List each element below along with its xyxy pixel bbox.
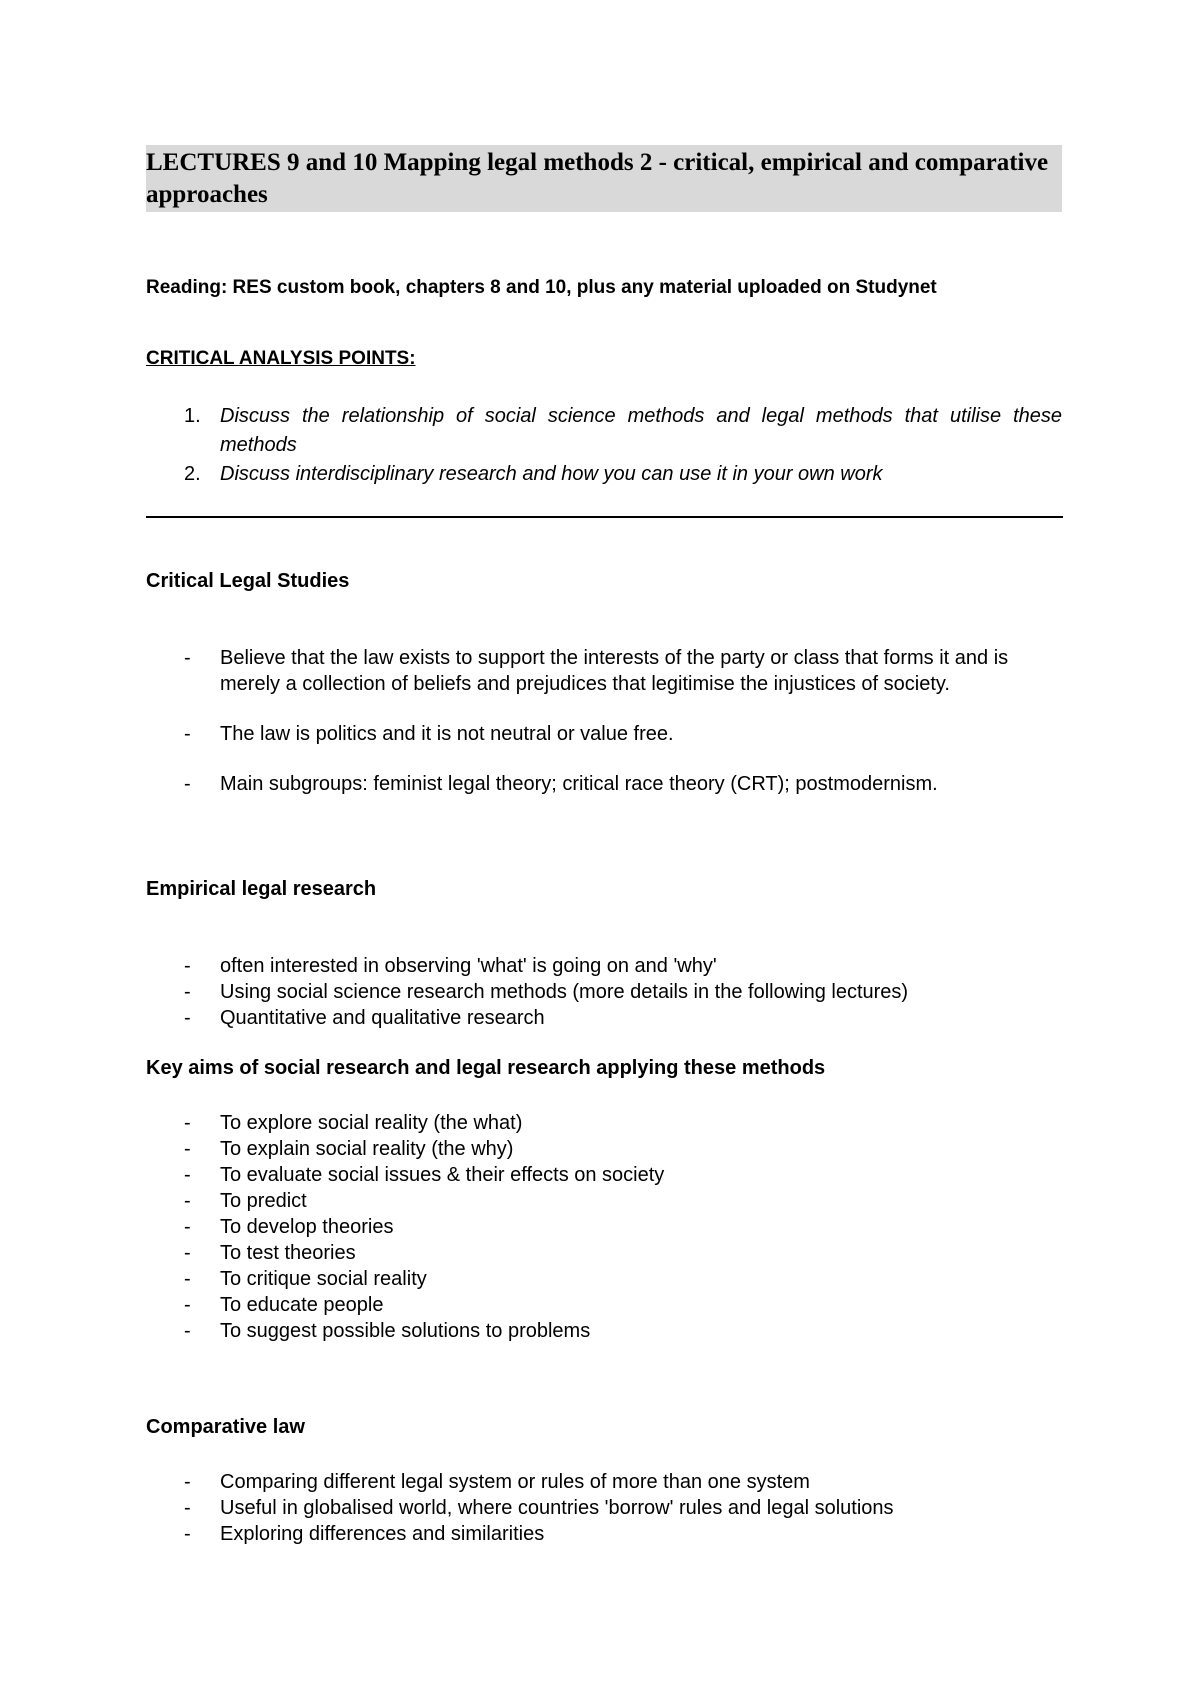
list-item (146, 1495, 1062, 1521)
point-text: Discuss interdisciplinary research and how you can use it in your own work (220, 463, 883, 485)
list-item (146, 771, 1062, 797)
list-item (146, 1136, 1062, 1162)
list-item-text: To explain social reality (the why) (220, 1138, 514, 1160)
list-item (146, 1110, 1062, 1136)
dash-bullet: - (184, 1112, 191, 1134)
dash-bullet: - (184, 1294, 191, 1316)
list-item-text: often interested in observing 'what' is going on and 'why' (220, 955, 717, 977)
dash-bullet: - (184, 1216, 191, 1238)
dash-bullet: - (184, 1007, 191, 1029)
list-item-text: To critique social reality (220, 1268, 427, 1290)
dash-bullet: - (184, 1471, 191, 1493)
list-item-text: Main subgroups: feminist legal theory; critical race theory (CRT); postmodernism. (220, 773, 938, 795)
dash-bullet: - (184, 723, 191, 745)
list-item (146, 1292, 1062, 1318)
dash-bullet: - (184, 1268, 191, 1290)
list-item-text: Using social science research methods (more details in the following lectures) (220, 981, 909, 1003)
list-item (146, 1214, 1062, 1240)
list-item (146, 645, 1062, 697)
dash-bullet: - (184, 773, 191, 795)
dash-bullet: - (184, 981, 191, 1003)
list-item-text: Exploring differences and similarities (220, 1523, 545, 1545)
list-item-text: To suggest possible solutions to problems (220, 1320, 591, 1342)
critical-analysis-heading: CRITICAL ANALYSIS POINTS: (146, 348, 416, 369)
empirical-legal-research-heading: Empirical legal research (146, 878, 377, 900)
point-number: 2. (184, 463, 201, 485)
list-item-text: To explore social reality (the what) (220, 1112, 523, 1134)
empirical-legal-research-list (146, 953, 1062, 1031)
list-item-text: To educate people (220, 1294, 384, 1316)
dash-bullet: - (184, 1497, 191, 1519)
list-item (146, 1469, 1062, 1495)
key-aims-heading: Key aims of social research and legal research applying these methods (146, 1057, 826, 1079)
critical-legal-studies-list (146, 645, 1062, 821)
dash-bullet: - (184, 647, 191, 669)
list-item-text: Comparing different legal system or rules of more than one system (220, 1471, 810, 1493)
list-item (146, 953, 1062, 979)
list-item (146, 979, 1062, 1005)
list-item-text: Quantitative and qualitative research (220, 1007, 545, 1029)
list-item (146, 460, 1062, 489)
list-item (146, 1162, 1062, 1188)
list-item-text: To evaluate social issues & their effects on society (220, 1164, 665, 1186)
comparative-law-heading: Comparative law (146, 1416, 305, 1438)
list-item-text: To develop theories (220, 1216, 394, 1238)
dash-bullet: - (184, 1523, 191, 1545)
comparative-law-list (146, 1469, 1062, 1547)
list-item (146, 1266, 1062, 1292)
list-item-text: Useful in globalised world, where countries 'borrow' rules and legal solutions (220, 1497, 894, 1519)
point-number: 1. (184, 405, 201, 427)
dash-bullet: - (184, 1320, 191, 1342)
list-item (146, 1188, 1062, 1214)
reading-note: Reading: RES custom book, chapters 8 and 10, plus any material uploaded on Studynet (146, 277, 937, 298)
list-item (146, 1240, 1062, 1266)
critical-legal-studies-heading: Critical Legal Studies (146, 570, 350, 592)
list-item (146, 1318, 1062, 1344)
list-item-text: Believe that the law exists to support the interests of the party or class that forms it and is merely a collection of beliefs and prejudices that legitimise the injustices of society. (220, 647, 1009, 695)
dash-bullet: - (184, 955, 191, 977)
list-item-text: To predict (220, 1190, 307, 1212)
list-item (146, 721, 1062, 747)
critical-analysis-points (146, 402, 1062, 489)
key-aims-list (146, 1110, 1062, 1344)
point-text: Discuss the relationship of social science methods and legal methods that utilise these methods (220, 405, 1062, 456)
dash-bullet: - (184, 1138, 191, 1160)
dash-bullet: - (184, 1242, 191, 1264)
list-item (146, 1521, 1062, 1547)
list-item (146, 1005, 1062, 1031)
dash-bullet: - (184, 1164, 191, 1186)
section-divider (146, 516, 1063, 518)
page-title: LECTURES 9 and 10 Mapping legal methods 2 - critical, empirical and comparative approaches (146, 149, 1049, 208)
list-item (146, 402, 1062, 460)
list-item-text: The law is politics and it is not neutral or value free. (220, 723, 674, 745)
dash-bullet: - (184, 1190, 191, 1212)
list-item-text: To test theories (220, 1242, 356, 1264)
